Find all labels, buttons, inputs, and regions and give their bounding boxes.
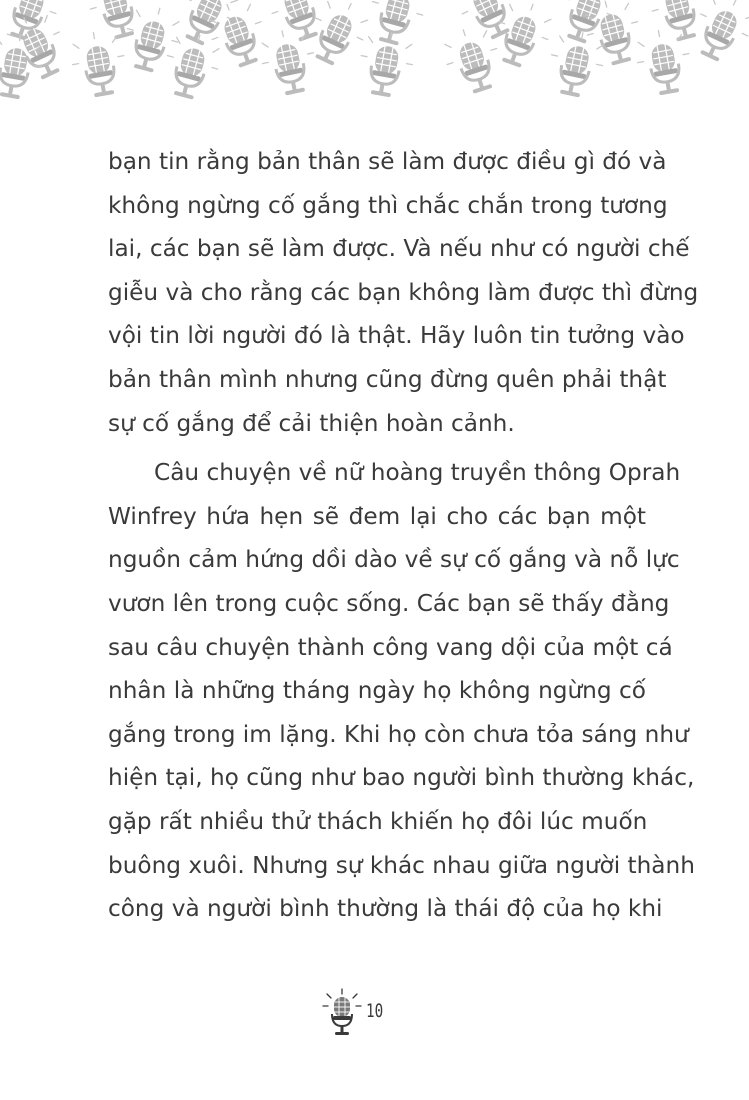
body-text (108, 140, 699, 931)
microphone-pattern-border (0, 0, 749, 108)
text-line: gặp rất nhiều thử thách khiến họ đôi lúc muốn (108, 807, 648, 835)
text-line: giễu và cho rằng các bạn không làm được thì đừng (108, 278, 699, 306)
text-line: hiện tại, họ cũng như bao người bình thường khác, (108, 764, 695, 792)
text-line: công và người bình thường là thái độ của họ khi (108, 895, 663, 923)
mic-icon (320, 988, 364, 1040)
text-line: buông xuôi. Nhưng sự khác nhau giữa người thành (108, 851, 695, 879)
text-line: gắng trong im lặng. Khi họ còn chưa tỏa sáng như (108, 720, 689, 748)
paragraph-2 (108, 451, 695, 931)
text-line: sự cố gắng để cải thiện hoàn cảnh. (108, 409, 515, 437)
text-line: vươn lên trong cuộc sống. Các bạn sẽ thấy đằng (108, 589, 670, 617)
text-line: Winfrey hứa hẹn sẽ đem lại cho các bạn một (108, 502, 646, 530)
text-line: sau câu chuyện thành công vang dội của một cá (108, 633, 673, 661)
page-number: 10 (366, 1000, 384, 1022)
text-line: nguồn cảm hứng dồi dào về sự cố gắng và nỗ lực (108, 546, 680, 574)
text-line: không ngừng cố gắng thì chắc chắn trong tương (108, 191, 668, 219)
text-line: bạn tin rằng bản thân sẽ làm được điều gì đó và (108, 148, 667, 175)
text-line: vội tin lời người đó là thật. Hãy luôn tin tưởng vào (108, 322, 685, 350)
text-line: lai, các bạn sẽ làm được. Và nếu như có người chế (108, 235, 690, 263)
text-line: bản thân mình nhưng cũng đừng quên phải thật (108, 365, 667, 393)
text-line: Câu chuyện về nữ hoàng truyền thông Oprah (154, 459, 681, 487)
page-footer (0, 984, 749, 1044)
text-line: nhân là những tháng ngày họ không ngừng cố (108, 677, 646, 705)
paragraph-1 (108, 140, 699, 445)
